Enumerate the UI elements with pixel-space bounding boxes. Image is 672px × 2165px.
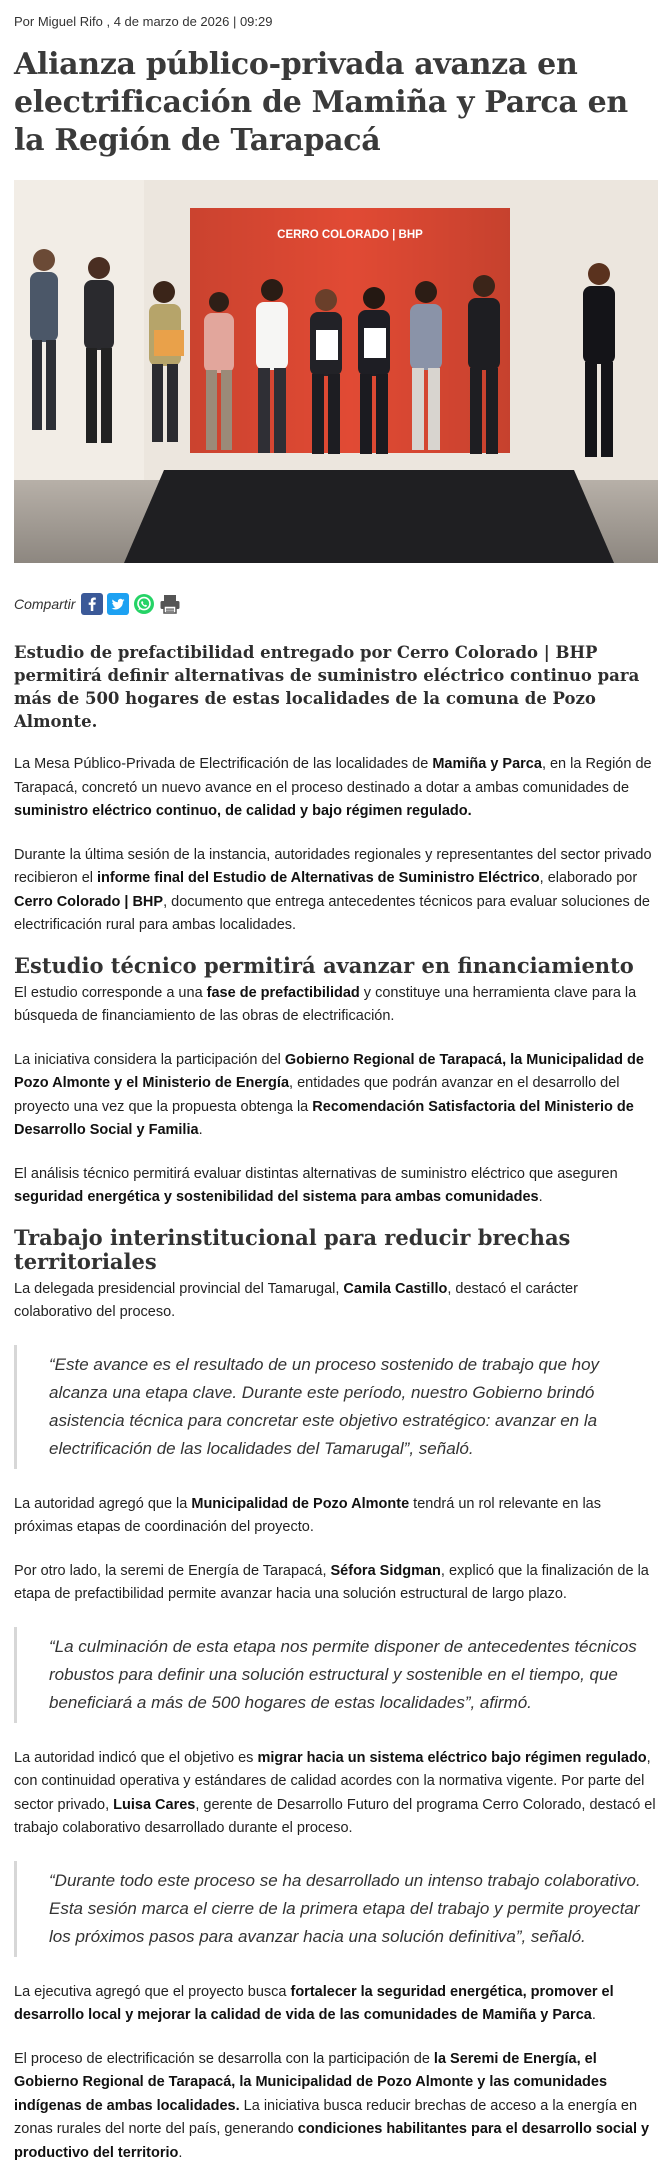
body-paragraph: [14, 753, 658, 824]
table: [124, 470, 614, 563]
text-run: , elaborado por: [540, 870, 638, 886]
print-icon[interactable]: [159, 593, 181, 615]
photo-illustration: [14, 180, 658, 563]
text-run: tendrá un rol relevante en las próximas etapas de coordinación del proyecto.: [14, 1496, 601, 1536]
bold-text: Séfora Sidgman: [331, 1563, 441, 1579]
text-run: La ejecutiva agregó que el proyecto busca: [14, 1984, 291, 2000]
body-paragraph: [14, 1163, 658, 1210]
article-meta: Por Miguel Rifo , 4 de marzo de 2026 | 09:29: [14, 10, 658, 34]
body-paragraph: [14, 982, 658, 1029]
bold-text: Luisa Cares: [113, 1797, 195, 1813]
whatsapp-icon[interactable]: [133, 593, 155, 615]
bold-text: seguridad energética y sostenibilidad del sistema para ambas comunidades: [14, 1189, 539, 1205]
text-run: Por otro lado, la seremi de Energía de Tarapacá,: [14, 1563, 331, 1579]
body-paragraph: [14, 1747, 658, 1841]
bold-text: condiciones habilitantes para el desarrollo social y productivo del territorio: [14, 2121, 649, 2161]
text-run: La iniciativa considera la participación del: [14, 1052, 285, 1068]
bold-text: la Seremi de Energía, el Gobierno Regional de Tarapacá, la Municipalidad de Pozo Almonte y las comunidades indígenas de ambas localidades.: [14, 2051, 607, 2114]
bold-text: Camila Castillo: [343, 1281, 447, 1297]
bold-text: Gobierno Regional de Tarapacá, la Municipalidad de Pozo Almonte y el Ministerio de Energía: [14, 1052, 644, 1092]
text-run: .: [539, 1189, 543, 1205]
share-label: Compartir: [14, 596, 75, 612]
bold-text: informe final del Estudio de Alternativas de Suministro Eléctrico: [97, 870, 540, 886]
text-run: y constituye una herramienta clave para la búsqueda de financiamiento de las obras de electrificación.: [14, 985, 636, 1025]
article-title: Alianza público-privada avanza en electrificación de Mamiña y Parca en la Región de Tarapacá: [14, 46, 658, 160]
body-paragraph: [14, 1278, 658, 1325]
text-run: , documento que entrega antecedentes técnicos para evaluar soluciones de electrificación rural para ambas localidades.: [14, 894, 650, 934]
text-run: , explicó que la finalización de la etapa de prefactibilidad permite avanzar hacia una solución estructural de largo plazo.: [14, 1563, 649, 1603]
text-run: , con continuidad operativa y estándares de calidad acordes con la normativa vigente. Por parte del sector privado,: [14, 1750, 651, 1813]
article-lead: Estudio de prefactibilidad entregado por Cerro Colorado | BHP permitirá definir alternativas de suministro eléctrico continuo para más de 500 hogares de estas localidades de la comuna de Pozo Almonte.: [14, 641, 658, 733]
text-run: La iniciativa busca reducir brechas de acceso a la energía en zonas rurales del norte del país, generando: [14, 2098, 637, 2138]
section-heading: Trabajo interinstitucional para reducir brechas territoriales: [14, 1226, 658, 1274]
text-run: , gerente de Desarrollo Futuro del programa Cerro Colorado, destacó el trabajo colaborativo desarrollado durante el proceso.: [14, 1797, 656, 1837]
body-paragraph: [14, 1981, 658, 2028]
text-run: Durante la última sesión de la instancia, autoridades regionales y representantes del sector privado recibieron el: [14, 847, 652, 887]
bold-text: fase de prefactibilidad: [207, 985, 360, 1001]
body-paragraph: [14, 844, 658, 938]
facebook-icon[interactable]: [81, 593, 103, 615]
text-run: , destacó el carácter colaborativo del proceso.: [14, 1281, 578, 1321]
text-run: El proceso de electrificación se desarrolla con la participación de: [14, 2051, 434, 2067]
article-body: [14, 753, 658, 2165]
bold-text: Municipalidad de Pozo Almonte: [191, 1496, 409, 1512]
section-heading: Estudio técnico permitirá avanzar en financiamiento: [14, 954, 658, 978]
text-run: La autoridad agregó que la: [14, 1496, 191, 1512]
pull-quote: “Este avance es el resultado de un proceso sostenido de trabajo que hoy alcanza una etapa clave. Durante este período, nuestro Gobierno brindó asistencia técnica para concretar este objetivo estratégico: avanzar en la electrificación de las localidades del Tamarugal”, señaló.: [14, 1345, 658, 1469]
text-run: , entidades que podrán avanzar en el desarrollo del proyecto una vez que la propuesta obtenga la: [14, 1075, 620, 1115]
text-run: .: [199, 1122, 203, 1138]
text-run: .: [178, 2145, 182, 2161]
body-paragraph: [14, 1493, 658, 1540]
pull-quote: “La culminación de esta etapa nos permite disponer de antecedentes técnicos robustos para definir una solución estructural y sostenible en el tiempo, que beneficiará a más de 500 hogares de estas localidades”, afirmó.: [14, 1627, 658, 1723]
text-run: , en la Región de Tarapacá, concretó un nuevo avance en el proceso destinado a dotar a ambas comunidades de: [14, 756, 652, 796]
article-photo: [14, 180, 658, 563]
text-run: La autoridad indicó que el objetivo es: [14, 1750, 257, 1766]
body-paragraph: [14, 2048, 658, 2165]
bold-text: Mamiña y Parca: [432, 756, 542, 772]
text-run: El estudio corresponde a una: [14, 985, 207, 1001]
bold-text: Cerro Colorado | BHP: [14, 894, 163, 910]
text-run: .: [592, 2007, 596, 2023]
bold-text: fortalecer la seguridad energética, promover el desarrollo local y mejorar la calidad de vida de las comunidades de Mamiña y Parca: [14, 1984, 614, 2024]
banner-text: CERRO COLORADO | BHP: [277, 229, 423, 241]
body-paragraph: [14, 1560, 658, 1607]
share-bar: [14, 589, 658, 619]
body-paragraph: [14, 1049, 658, 1143]
bold-text: suministro eléctrico continuo, de calidad y bajo régimen regulado.: [14, 803, 472, 819]
text-run: La Mesa Público-Privada de Electrificación de las localidades de: [14, 756, 432, 772]
bold-text: migrar hacia un sistema eléctrico bajo régimen regulado: [257, 1750, 646, 1766]
pull-quote: “Durante todo este proceso se ha desarrollado un intenso trabajo colaborativo. Esta sesión marca el cierre de la primera etapa del trabajo y permite proyectar los próximos pasos para avanzar hacia una solución definitiva”, señaló.: [14, 1861, 658, 1957]
text-run: El análisis técnico permitirá evaluar distintas alternativas de suministro eléctrico que aseguren: [14, 1166, 618, 1182]
text-run: La delegada presidencial provincial del Tamarugal,: [14, 1281, 343, 1297]
twitter-icon[interactable]: [107, 593, 129, 615]
bold-text: Recomendación Satisfactoria del Ministerio de Desarrollo Social y Familia: [14, 1099, 634, 1139]
